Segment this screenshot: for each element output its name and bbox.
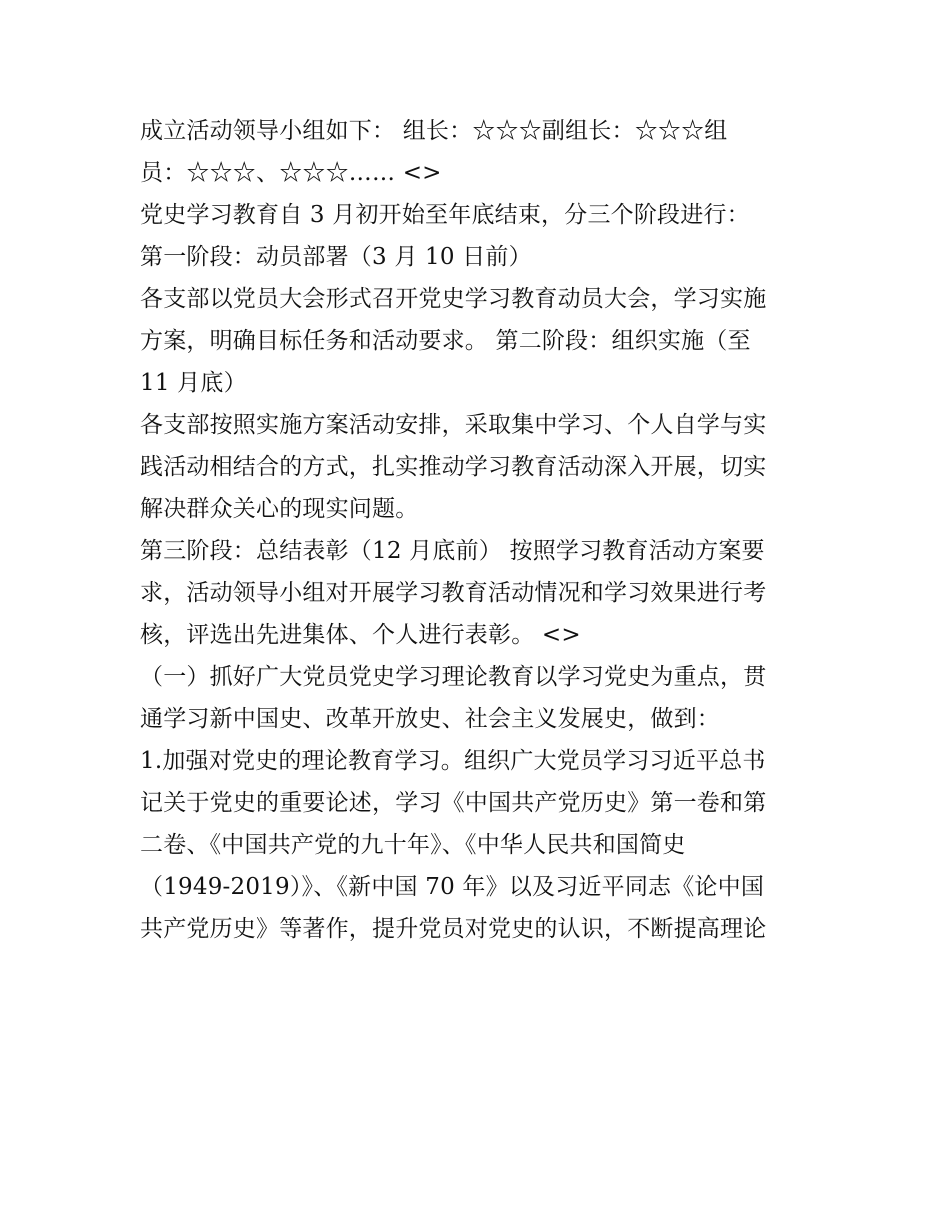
text-line: 第三阶段：总结表彰（12 月底前） 按照学习教育活动方案要 [140, 538, 765, 564]
text-line: 员：☆☆☆、☆☆☆…… <> [140, 160, 442, 186]
text-line: 二卷、《中国共产党的九十年》、《中华人民共和国简史 [140, 832, 686, 858]
text-line: 11 月底） [140, 370, 247, 396]
text-line: 记关于党史的重要论述，学习《中国共产党历史》第一卷和第 [140, 790, 767, 816]
text-line: 党史学习教育自 3 月初开始至年底结束，分三个阶段进行： [140, 202, 750, 228]
text-line: 求，活动领导小组对开展学习教育活动情况和学习效果进行考 [140, 580, 767, 606]
text-line: 方案，明确目标任务和活动要求。 第二阶段：组织实施（至 [140, 328, 751, 354]
text-line: 各支部以党员大会形式召开党史学习教育动员大会，学习实施 [140, 286, 767, 312]
document-body [140, 110, 820, 950]
text-line: 核，评选出先进集体、个人进行表彰。 <> [140, 622, 581, 648]
text-line: 解决群众关心的现实问题。 [140, 496, 419, 522]
text-line: （1949-2019）》、《新中国 70 年》以及习近平同志《论中国 [140, 874, 765, 900]
text-line: 共产党历史》等著作，提升党员对党史的认识，不断提高理论 [140, 916, 767, 942]
text-line: 第一阶段：动员部署（3 月 10 日前） [140, 244, 532, 270]
text-line: （一）抓好广大党员党史学习理论教育以学习党史为重点，贯 [140, 664, 767, 690]
text-line: 各支部按照实施方案活动安排，采取集中学习、个人自学与实 [140, 412, 767, 438]
text-line: 1.加强对党史的理论教育学习。组织广大党员学习习近平总书 [140, 748, 766, 774]
text-line: 成立活动领导小组如下： 组长：☆☆☆副组长：☆☆☆组 [140, 118, 728, 144]
text-line: 践活动相结合的方式，扎实推动学习教育活动深入开展，切实 [140, 454, 767, 480]
text-line: 通学习新中国史、改革开放史、社会主义发展史，做到： [140, 706, 720, 732]
